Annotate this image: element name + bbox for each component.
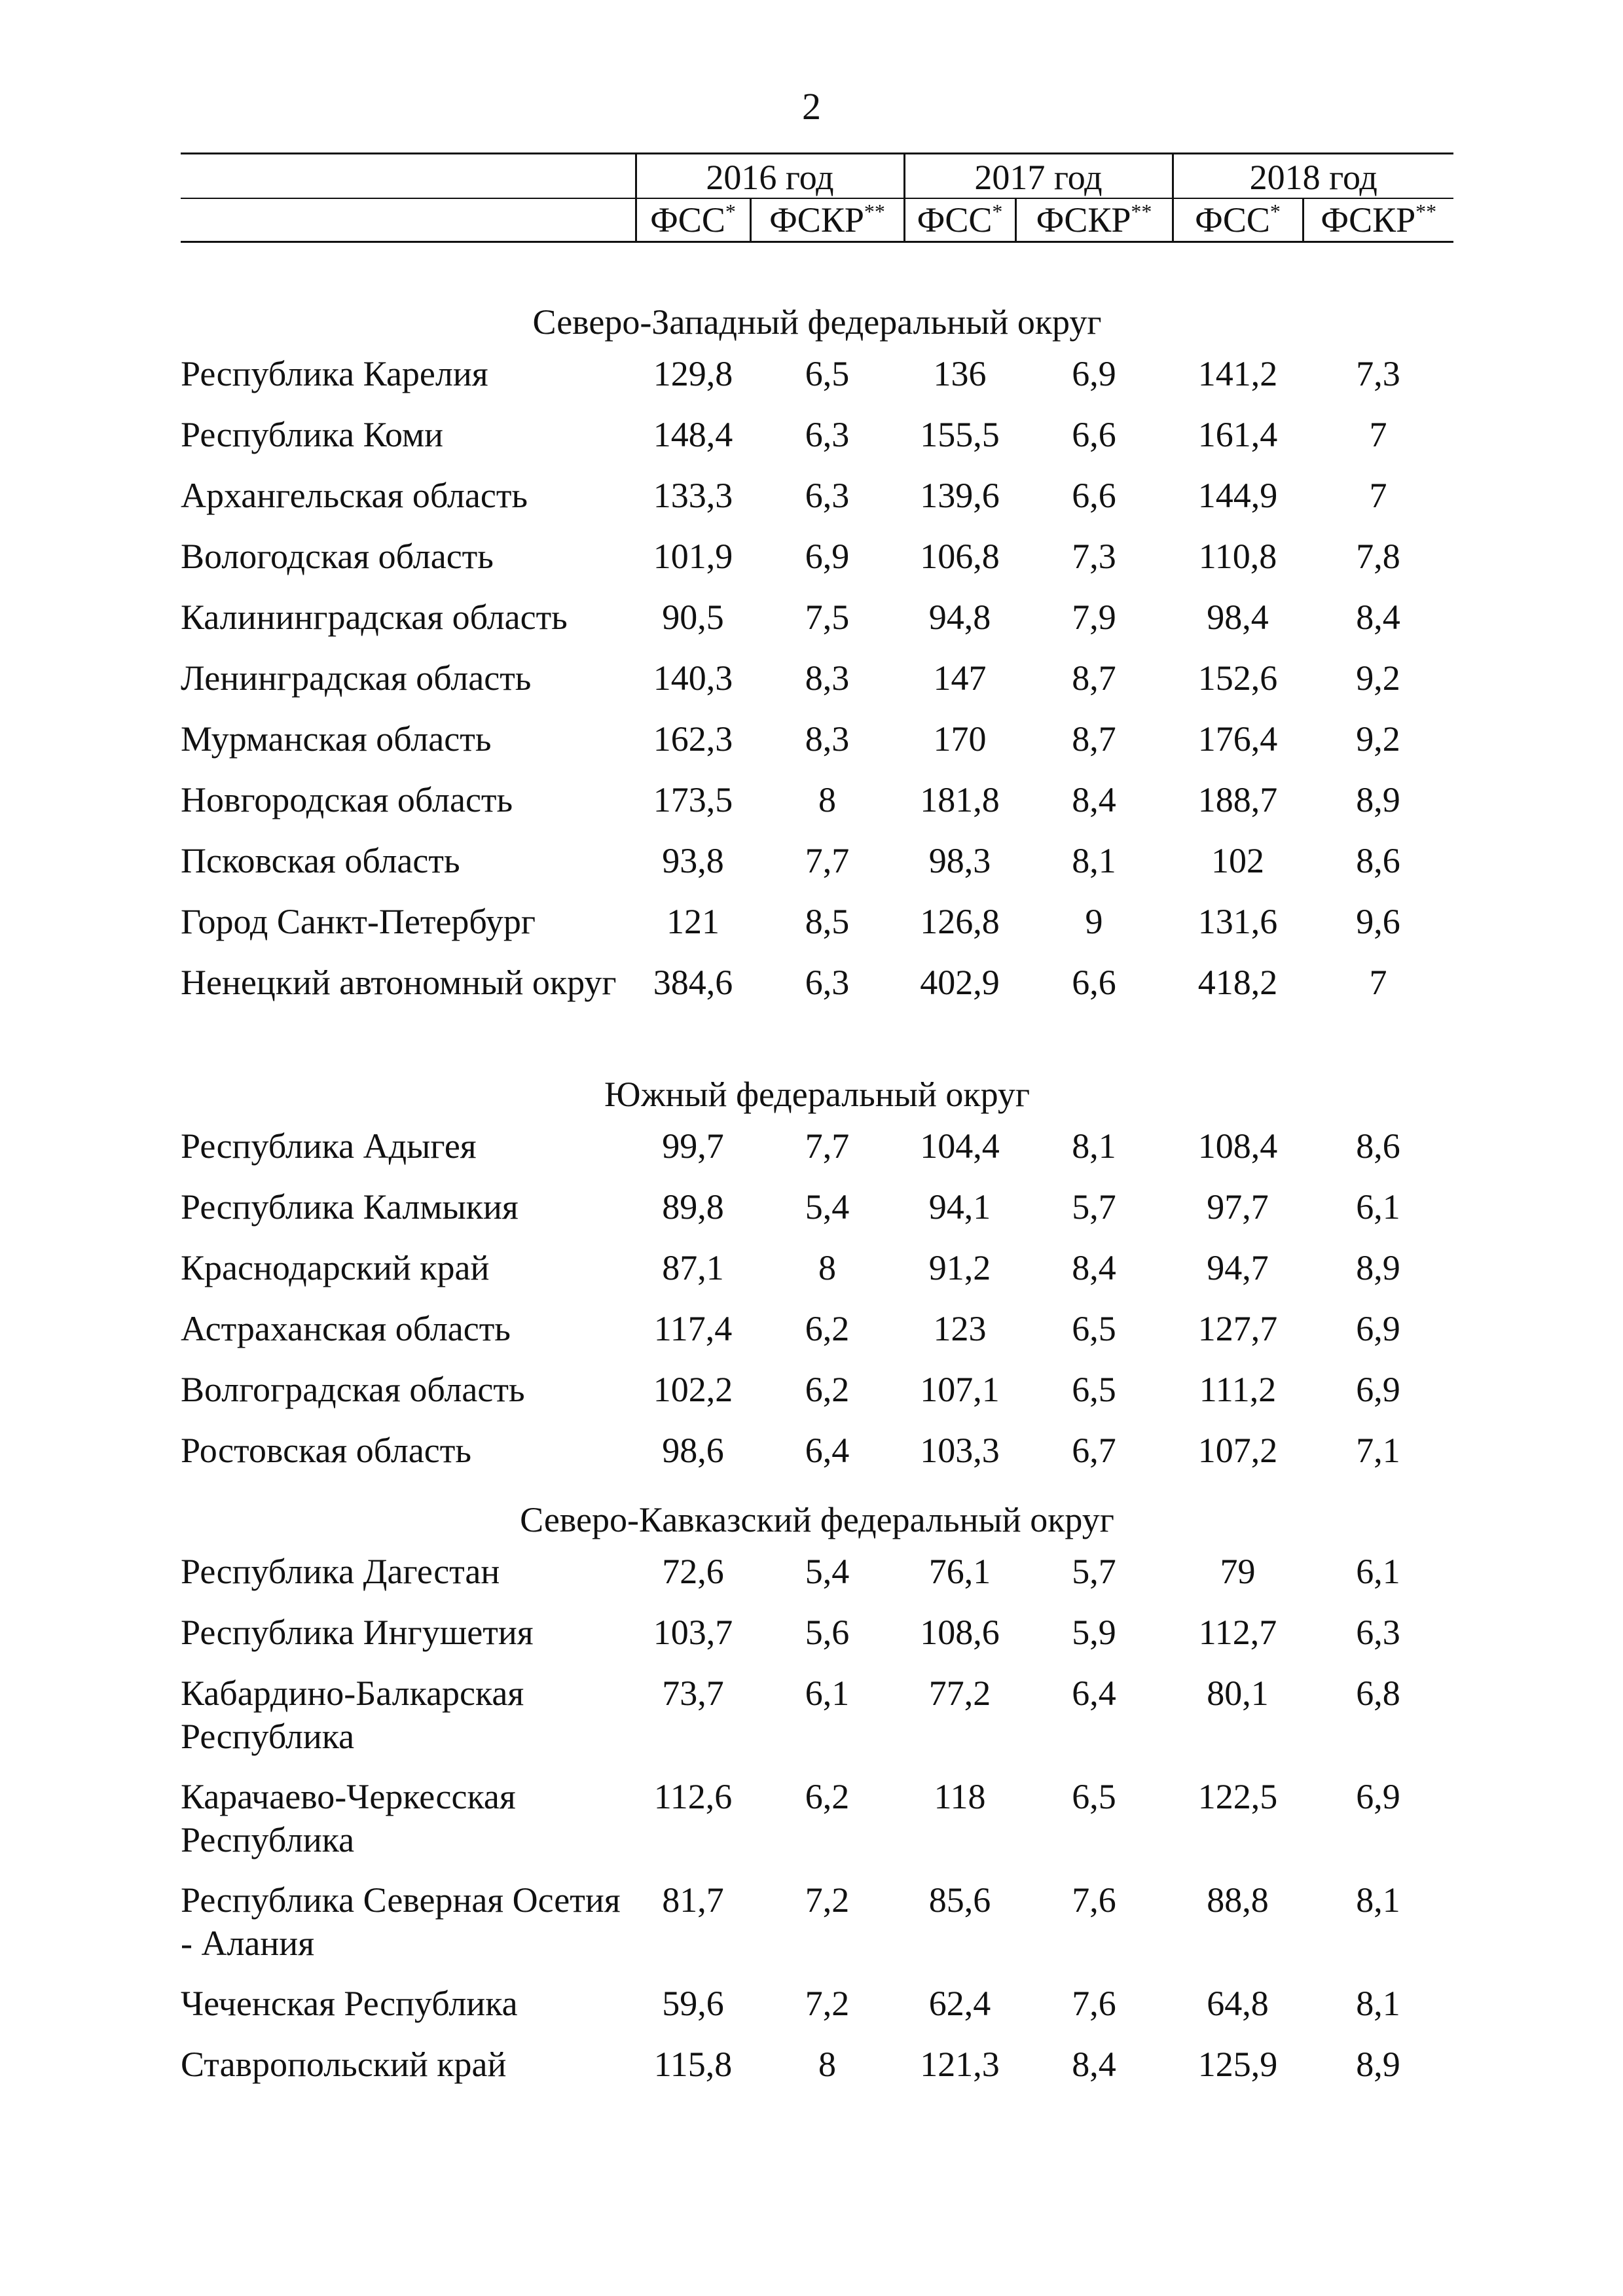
section-title: Южный федеральный округ — [604, 1075, 1030, 1114]
fss-value-cell: 118 — [934, 1777, 986, 1816]
table-row — [181, 1429, 1453, 1490]
fskr-value-cell: 8,9 — [1356, 780, 1400, 819]
fskr-value-cell: 8 — [818, 2045, 836, 2084]
fskr-value-cell: 5,9 — [1072, 1613, 1116, 1652]
fss-value-cell: 112,6 — [653, 1777, 733, 1816]
region-name-cell: Республика Карелия — [181, 354, 488, 393]
table-row — [181, 1368, 1453, 1429]
table-spacer — [181, 242, 1453, 293]
table-row — [181, 2043, 1453, 2104]
table-row — [181, 1775, 1453, 1878]
table-row — [181, 1878, 1453, 1982]
fskr-value-cell: 7,7 — [805, 841, 850, 880]
fss-value-cell: 155,5 — [920, 415, 1000, 454]
fskr-value-cell: 7 — [1369, 476, 1387, 515]
fskr-value-cell: 6,3 — [805, 415, 850, 454]
fss-value-cell: 176,4 — [1197, 719, 1278, 759]
fskr-value-cell: 7,8 — [1356, 537, 1400, 576]
fskr-value-cell: 6,2 — [805, 1370, 850, 1409]
fss-value-cell: 140,3 — [653, 658, 733, 698]
fskr-value-cell: 7,3 — [1356, 354, 1400, 393]
year-header-2018: 2018 год — [1173, 154, 1453, 199]
region-name-cell: Ставропольский край — [181, 2045, 507, 2084]
fss-value-cell: 127,7 — [1197, 1309, 1278, 1348]
fss-value-cell: 136 — [933, 354, 987, 393]
fss-value-cell: 141,2 — [1197, 354, 1278, 393]
fskr-value-cell: 6,3 — [805, 476, 850, 515]
region-name-cell: Ненецкий автономный округ — [181, 963, 617, 1002]
fss-value-cell: 173,5 — [653, 780, 733, 819]
fskr-value-cell: 6,1 — [1356, 1187, 1400, 1227]
fss-value-cell: 59,6 — [662, 1984, 724, 2023]
fss-value-cell: 98,4 — [1207, 598, 1269, 637]
fskr-value-cell: 8,5 — [805, 902, 850, 941]
region-name-cell: Республика Ингушетия — [181, 1613, 534, 1652]
fskr-value-cell: 8,1 — [1072, 841, 1116, 880]
fss-value-cell: 123 — [933, 1309, 987, 1348]
fskr-value-cell: 6,9 — [805, 537, 850, 576]
fskr-value-cell: 6,9 — [1072, 354, 1116, 393]
fskr-value-cell: 8,3 — [805, 658, 850, 698]
fskr-value-cell: 9,6 — [1356, 902, 1400, 941]
fss-value-cell: 148,4 — [653, 415, 733, 454]
footnote-mark: * — [1269, 200, 1281, 223]
fskr-value-cell: 7,6 — [1072, 1984, 1116, 2023]
region-name-cell: Новгородская область — [181, 780, 513, 819]
fss-value-cell: 108,6 — [920, 1613, 1000, 1652]
region-name-cell: Республика Калмыкия — [181, 1187, 519, 1227]
footnote-mark: * — [992, 200, 1003, 223]
fss-value-cell: 62,4 — [928, 1984, 991, 2023]
fskr-value-cell: 5,6 — [805, 1613, 850, 1652]
fss-value-cell: 98,6 — [662, 1431, 724, 1470]
region-name-cell: Ленинградская область — [181, 658, 532, 698]
fskr-value-cell: 6,6 — [1072, 476, 1116, 515]
fss-value-cell: 93,8 — [662, 841, 724, 880]
fss-value-cell: 111,2 — [1199, 1370, 1277, 1409]
fss-value-cell: 144,9 — [1197, 476, 1278, 515]
table-row — [181, 474, 1453, 535]
fskr-value-cell: 8,9 — [1356, 1248, 1400, 1287]
sub-header-fskr: ФСКР** — [750, 198, 904, 242]
fss-value-cell: 94,7 — [1207, 1248, 1269, 1287]
fss-value-cell: 139,6 — [920, 476, 1000, 515]
fskr-value-cell: 6,1 — [805, 1674, 850, 1713]
fss-value-cell: 402,9 — [920, 963, 1000, 1002]
fskr-value-cell: 7,2 — [805, 1880, 850, 1920]
year-header-2016: 2016 год — [636, 154, 904, 199]
header-corner-cell — [181, 154, 636, 199]
fss-value-cell: 107,1 — [920, 1370, 1000, 1409]
fskr-value-cell: 7,5 — [805, 598, 850, 637]
table-row — [181, 1611, 1453, 1672]
fskr-value-cell: 5,7 — [1072, 1552, 1116, 1591]
region-name-cell: Ростовская область — [181, 1431, 471, 1470]
region-name-cell: Псковская область — [181, 841, 460, 880]
region-name-cell: Карачаево-Черкесская Республика — [181, 1777, 516, 1859]
fskr-value-cell: 6,3 — [1356, 1613, 1400, 1652]
section-title: Северо-Кавказский федеральный округ — [520, 1500, 1114, 1539]
fskr-value-cell: 7,7 — [805, 1126, 850, 1166]
fss-value-cell: 129,8 — [653, 354, 733, 393]
fss-value-cell: 106,8 — [920, 537, 1000, 576]
fss-value-cell: 112,7 — [1198, 1613, 1277, 1652]
fskr-value-cell: 8,4 — [1072, 2045, 1116, 2084]
section-row — [181, 292, 1453, 352]
footnote-mark: ** — [1131, 200, 1152, 223]
fskr-value-cell: 6,9 — [1356, 1370, 1400, 1409]
fss-value-cell: 131,6 — [1197, 902, 1278, 941]
fss-value-cell: 81,7 — [662, 1880, 724, 1920]
fss-value-cell: 76,1 — [928, 1552, 991, 1591]
fss-value-cell: 152,6 — [1197, 658, 1278, 698]
fskr-value-cell: 8,1 — [1072, 1126, 1116, 1166]
fskr-value-cell: 8,4 — [1072, 780, 1116, 819]
fskr-value-cell: 6,6 — [1072, 415, 1116, 454]
table-row — [181, 1672, 1453, 1775]
fskr-value-cell: 9,2 — [1356, 719, 1400, 759]
table-row — [181, 656, 1453, 717]
fskr-value-cell: 6,6 — [1072, 963, 1116, 1002]
table-header — [181, 154, 1453, 242]
sub-header-fss: ФСС* — [636, 198, 750, 242]
region-name-cell: Кабардино-Балкарская Республика — [181, 1674, 524, 1756]
fskr-value-cell: 6,5 — [805, 354, 850, 393]
table-row — [181, 1124, 1453, 1185]
fss-value-cell: 101,9 — [653, 537, 733, 576]
table-row — [181, 1246, 1453, 1307]
header-corner-cell-sub — [181, 198, 636, 242]
fss-value-cell: 108,4 — [1197, 1126, 1278, 1166]
fskr-value-cell: 6,5 — [1072, 1777, 1116, 1816]
fskr-value-cell: 6,5 — [1072, 1370, 1116, 1409]
fss-value-cell: 384,6 — [653, 963, 733, 1002]
table-row — [181, 596, 1453, 656]
fskr-value-cell: 7,2 — [805, 1984, 850, 2023]
fss-value-cell: 79 — [1220, 1552, 1256, 1591]
fskr-value-cell: 6,8 — [1356, 1674, 1400, 1713]
fss-value-cell: 147 — [933, 658, 987, 698]
fskr-value-cell: 6,9 — [1356, 1309, 1400, 1348]
fskr-value-cell: 6,1 — [1356, 1552, 1400, 1591]
region-name-cell: Город Санкт-Петербург — [181, 902, 536, 941]
fskr-value-cell: 5,4 — [805, 1552, 850, 1591]
data-table — [181, 152, 1453, 2104]
fss-value-cell: 126,8 — [920, 902, 1000, 941]
table-body — [181, 242, 1453, 2104]
fss-value-cell: 103,7 — [653, 1613, 733, 1652]
fss-value-cell: 97,7 — [1207, 1187, 1269, 1227]
fskr-value-cell: 8,6 — [1356, 841, 1400, 880]
fskr-value-cell: 8,9 — [1356, 2045, 1400, 2084]
fskr-value-cell: 7,1 — [1356, 1431, 1400, 1470]
table-row — [181, 352, 1453, 413]
fss-value-cell: 115,8 — [653, 2045, 733, 2084]
fskr-value-cell: 8,6 — [1356, 1126, 1400, 1166]
table-row — [181, 961, 1453, 1064]
fss-value-cell: 104,4 — [920, 1126, 1000, 1166]
fskr-value-cell: 9 — [1085, 902, 1103, 941]
fskr-value-cell: 6,3 — [805, 963, 850, 1002]
region-name-cell: Архангельская область — [181, 476, 528, 515]
region-name-cell: Республика Коми — [181, 415, 444, 454]
fss-value-cell: 133,3 — [653, 476, 733, 515]
fss-value-cell: 162,3 — [653, 719, 733, 759]
fskr-value-cell: 8,7 — [1072, 719, 1116, 759]
fskr-value-cell: 8,4 — [1356, 598, 1400, 637]
region-name-cell: Вологодская область — [181, 537, 494, 576]
fss-value-cell: 188,7 — [1197, 780, 1278, 819]
region-name-cell: Волгоградская область — [181, 1370, 525, 1409]
table-row — [181, 1982, 1453, 2043]
page-number: 2 — [802, 85, 821, 128]
fss-value-cell: 94,8 — [928, 598, 991, 637]
fss-value-cell: 88,8 — [1207, 1880, 1269, 1920]
fss-value-cell: 170 — [933, 719, 987, 759]
region-name-cell: Республика Северная Осетия - Алания — [181, 1880, 621, 1963]
sub-header-fskr: ФСКР** — [1015, 198, 1173, 242]
sub-header-fss: ФСС* — [904, 198, 1015, 242]
table-row — [181, 900, 1453, 961]
fskr-value-cell: 6,2 — [805, 1777, 850, 1816]
region-name-cell: Республика Дагестан — [181, 1552, 500, 1591]
fss-value-cell: 94,1 — [928, 1187, 991, 1227]
table-row — [181, 717, 1453, 778]
fss-value-cell: 117,4 — [653, 1309, 733, 1348]
header-sub-row — [181, 198, 1453, 242]
region-name-cell: Астраханская область — [181, 1309, 511, 1348]
fskr-value-cell: 6,9 — [1356, 1777, 1400, 1816]
year-header-2017: 2017 год — [904, 154, 1173, 199]
fskr-value-cell: 6,4 — [1072, 1674, 1116, 1713]
section-row — [181, 1064, 1453, 1124]
region-name-cell: Республика Адыгея — [181, 1126, 477, 1166]
fskr-value-cell: 7,3 — [1072, 537, 1116, 576]
sub-header-fss: ФСС* — [1173, 198, 1303, 242]
fss-value-cell: 64,8 — [1207, 1984, 1269, 2023]
fskr-value-cell: 6,4 — [805, 1431, 850, 1470]
footnote-mark: ** — [1415, 200, 1437, 223]
fskr-value-cell: 7,6 — [1072, 1880, 1116, 1920]
sub-header-fskr: ФСКР** — [1303, 198, 1453, 242]
footnote-mark: ** — [864, 200, 885, 223]
fss-value-cell: 107,2 — [1197, 1431, 1278, 1470]
fskr-value-cell: 6,7 — [1072, 1431, 1116, 1470]
region-name-cell: Калининградская область — [181, 598, 568, 637]
fss-value-cell: 102 — [1211, 841, 1265, 880]
fss-value-cell: 125,9 — [1197, 2045, 1278, 2084]
fss-value-cell: 80,1 — [1207, 1674, 1269, 1713]
region-name-cell: Чеченская Республика — [181, 1984, 518, 2023]
fskr-value-cell: 9,2 — [1356, 658, 1400, 698]
section-title: Северо-Западный федеральный округ — [532, 302, 1102, 342]
fskr-value-cell: 8,7 — [1072, 658, 1116, 698]
table-row — [181, 839, 1453, 900]
fskr-value-cell: 6,5 — [1072, 1309, 1116, 1348]
section-row — [181, 1490, 1453, 1550]
table-row — [181, 413, 1453, 474]
fss-value-cell: 121,3 — [920, 2045, 1000, 2084]
fss-value-cell: 99,7 — [662, 1126, 724, 1166]
fss-value-cell: 418,2 — [1197, 963, 1278, 1002]
fss-value-cell: 121 — [666, 902, 720, 941]
fss-value-cell: 77,2 — [928, 1674, 991, 1713]
fss-value-cell: 122,5 — [1197, 1777, 1278, 1816]
fskr-value-cell: 8,3 — [805, 719, 850, 759]
fskr-value-cell: 5,4 — [805, 1187, 850, 1227]
table-row — [181, 535, 1453, 596]
fskr-value-cell: 7 — [1369, 963, 1387, 1002]
fskr-value-cell: 8,4 — [1072, 1248, 1116, 1287]
fss-value-cell: 161,4 — [1197, 415, 1278, 454]
fskr-value-cell: 6,2 — [805, 1309, 850, 1348]
table-row — [181, 1307, 1453, 1368]
fss-value-cell: 90,5 — [662, 598, 724, 637]
fss-value-cell: 85,6 — [928, 1880, 991, 1920]
region-name-cell: Краснодарский край — [181, 1248, 490, 1287]
header-years-row — [181, 154, 1453, 199]
fskr-value-cell: 8 — [818, 1248, 836, 1287]
fskr-value-cell: 8 — [818, 780, 836, 819]
fss-value-cell: 89,8 — [662, 1187, 724, 1227]
footnote-mark: * — [725, 200, 736, 223]
fss-value-cell: 87,1 — [662, 1248, 724, 1287]
fskr-value-cell: 5,7 — [1072, 1187, 1116, 1227]
fskr-value-cell: 8,1 — [1356, 1984, 1400, 2023]
fss-value-cell: 110,8 — [1198, 537, 1277, 576]
fss-value-cell: 73,7 — [662, 1674, 724, 1713]
table-row — [181, 778, 1453, 839]
fss-value-cell: 102,2 — [653, 1370, 733, 1409]
fss-value-cell: 91,2 — [928, 1248, 991, 1287]
fskr-value-cell: 7 — [1369, 415, 1387, 454]
fss-value-cell: 181,8 — [920, 780, 1000, 819]
region-name-cell: Мурманская область — [181, 719, 492, 759]
table-row — [181, 1550, 1453, 1611]
fss-value-cell: 98,3 — [928, 841, 991, 880]
fss-value-cell: 72,6 — [662, 1552, 724, 1591]
fss-value-cell: 103,3 — [920, 1431, 1000, 1470]
fskr-value-cell: 7,9 — [1072, 598, 1116, 637]
table-row — [181, 1185, 1453, 1246]
fskr-value-cell: 8,1 — [1356, 1880, 1400, 1920]
